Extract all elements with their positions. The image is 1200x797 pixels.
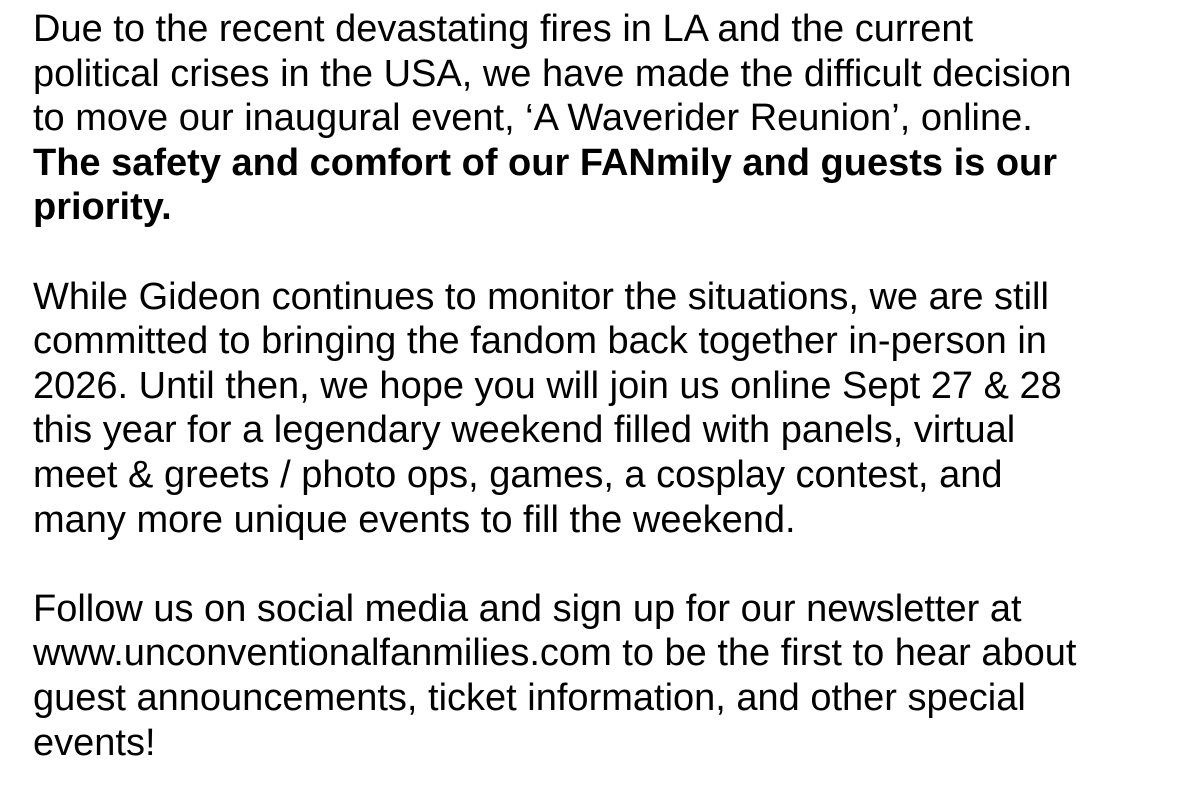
text-line: committed to bringing the fandom back together in-person in bbox=[33, 320, 1047, 363]
text-line: events! bbox=[33, 721, 156, 764]
text-line: 2026. Until then, we hope you will join us online Sept 27 & 28 bbox=[33, 364, 1062, 407]
paragraph-plans bbox=[33, 275, 1183, 543]
text-line: Due to the recent devastating fires in LA and the current bbox=[33, 8, 974, 50]
text-line-bold: The safety and comfort of our FANmily and guests is our bbox=[33, 141, 1058, 184]
text-line: many more unique events to fill the weekend. bbox=[33, 498, 796, 541]
text-line: While Gideon continues to monitor the situations, we are still bbox=[33, 275, 1049, 318]
text-line-bold: priority. bbox=[33, 186, 172, 229]
paragraph-spacer bbox=[33, 542, 1183, 587]
text-line-website: www.unconventionalfanmilies.com to be the first to hear about bbox=[33, 632, 1077, 675]
paragraph-announcement bbox=[33, 7, 1183, 230]
text-line: Follow us on social media and sign up for our newsletter at bbox=[33, 587, 1022, 630]
paragraph-follow bbox=[33, 587, 1183, 765]
text-line: political crises in the USA, we have made the difficult decision bbox=[33, 52, 1072, 95]
text-line: to move our inaugural event, ‘A Waverider Reunion’, online. bbox=[33, 97, 1033, 140]
paragraph-spacer bbox=[33, 230, 1183, 275]
text-line: guest announcements, ticket information, and other special bbox=[33, 676, 1026, 719]
announcement-document bbox=[33, 7, 1183, 765]
text-line: meet & greets / photo ops, games, a cosplay contest, and bbox=[33, 453, 1003, 496]
text-line: this year for a legendary weekend filled with panels, virtual bbox=[33, 409, 1016, 452]
